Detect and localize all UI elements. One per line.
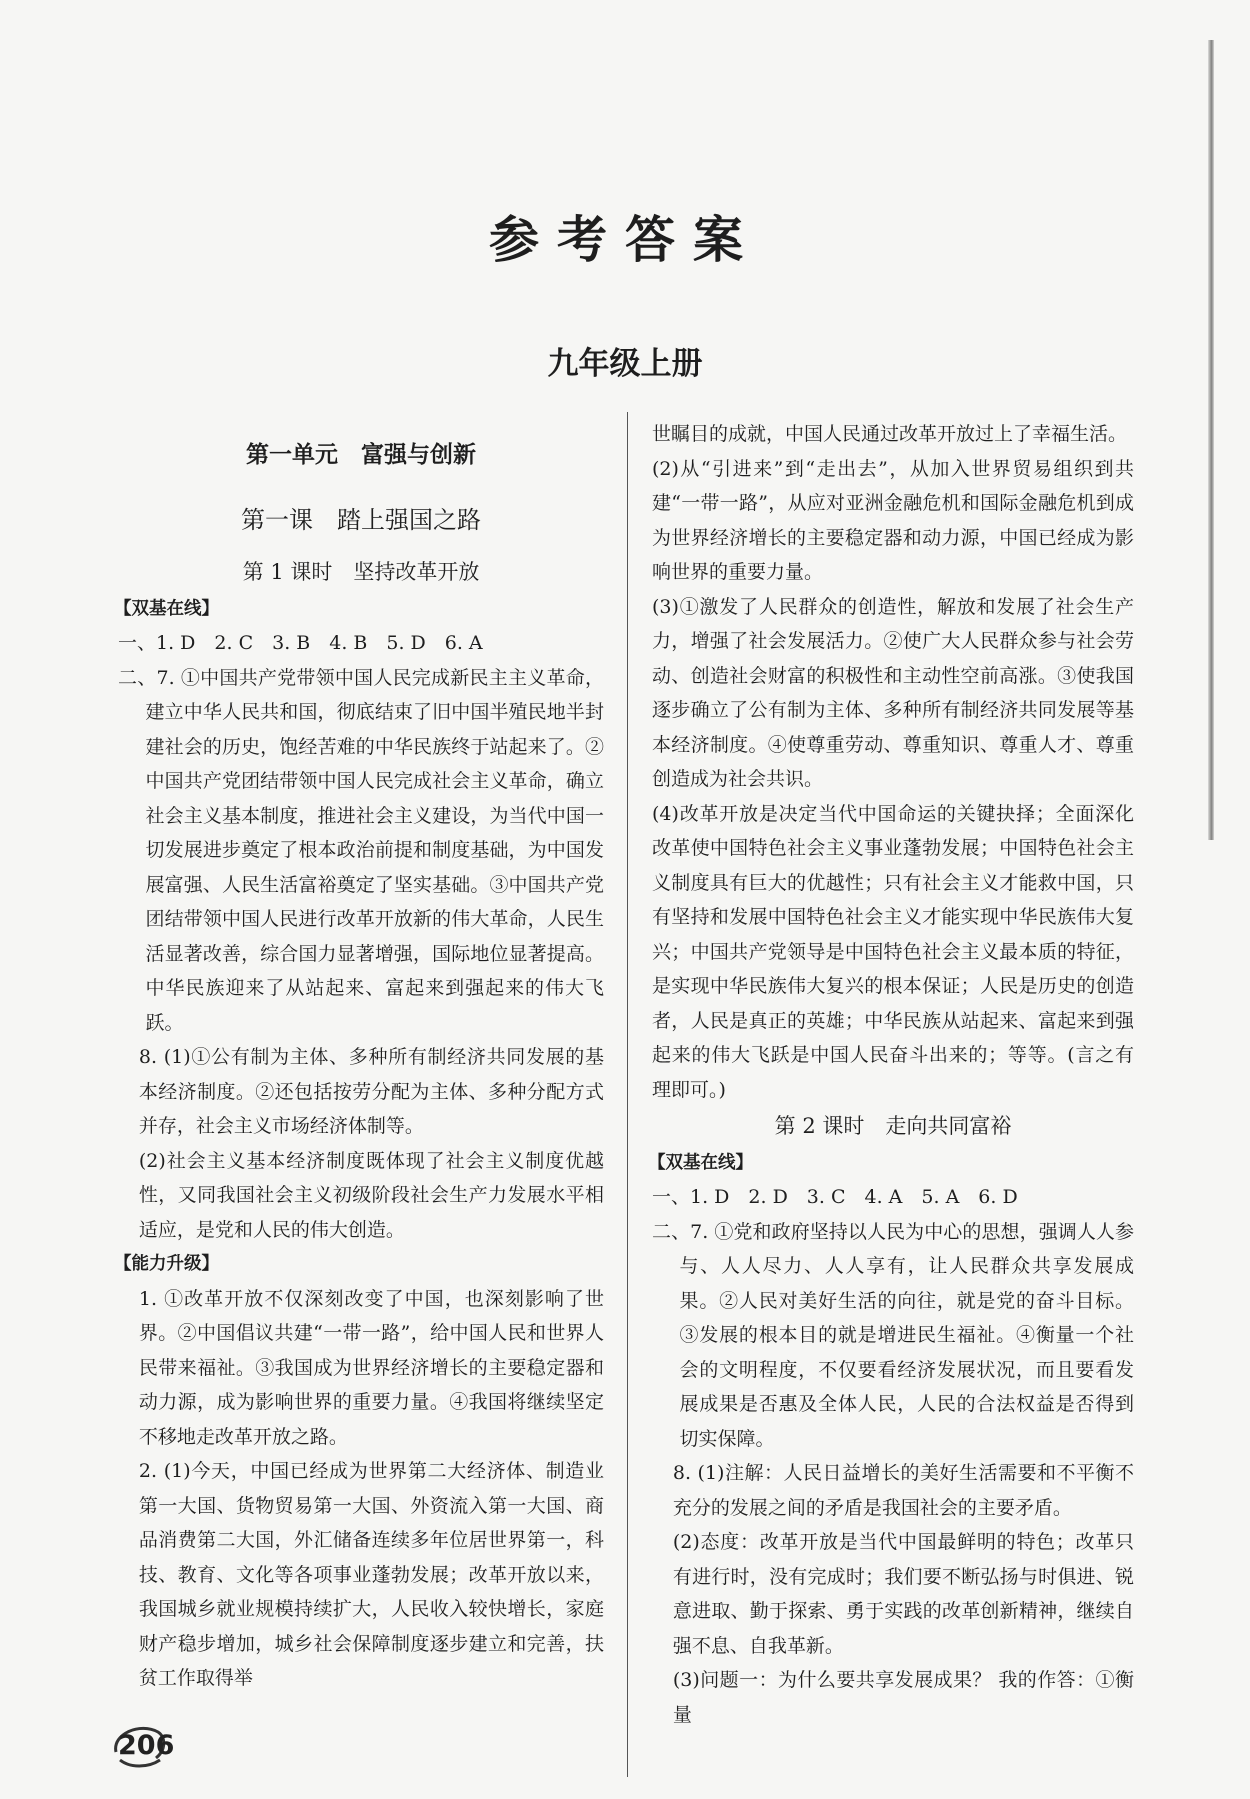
- answer-q8-1-2: 8. (1)注解：人民日益增长的美好生活需要和不平衡不充分的发展之间的矛盾是我国社会的主要矛盾。: [672, 1462, 1134, 1519]
- page-title: 参考答案: [489, 210, 761, 269]
- section-heading-basics: 【双基在线】: [114, 598, 219, 619]
- section-heading-ability: 【能力升级】: [114, 1254, 219, 1274]
- answer-ability-2-2: (2)从“引进来”到“走出去”，从加入世界贸易组织到共建“一带一路”，从应对亚洲金融危机和国际金融危机到成为世界经济增长的主要稳定器和动力源，中国已经成为影响世界的重要力量。: [652, 457, 1134, 583]
- left-column: [114, 412, 604, 1696]
- answer-q8-2: (2)社会主义基本经济制度既体现了社会主义制度优越性，又同我国社会主义初级阶段社会生产力发展水平相适应，是党和人民的伟大创造。: [138, 1149, 604, 1241]
- grade-title: 九年级上册: [547, 346, 703, 382]
- unit-heading: 第一单元 富强与创新: [246, 441, 476, 468]
- page-number-badge: [110, 1720, 175, 1770]
- answer-ability-2-4: (4)改革开放是决定当代中国命运的关键抉择；全面深化改革使中国特色社会主义事业蓬勃发展；中国特色社会主义制度具有巨大的优越性；只有社会主义才能救中国，只有坚持和发展中国特色社会主义才能实现中华民族伟大复兴；中国共产党领导是中国特色社会主义最本质的特征，是实现中华民族伟大复兴的根本保证；人民是历史的创造者，人民是真正的英雄；中华民族从站起来、富起来到强起来的伟大飞跃是中国人民奋斗出来的；等等。(言之有理即可。): [652, 802, 1134, 1101]
- page-number: 206: [118, 1730, 175, 1761]
- answer-q7: 二、7. ①中国共产党带领中国人民完成新民主主义革命，建立中华人民共和国，彻底结束了旧中国半殖民地半封建社会的历史，饱经苦难的中华民族终于站起来了。②中国共产党团结带领中国人民完成社会主义革命，确立社会主义基本制度，推进社会主义建设，为当代中国一切发展进步奠定了根本政治前提和制度基础，为中国发展富强、人民生活富裕奠定了坚实基础。③中国共产党团结带领中国人民进行改革开放新的伟大革命，人民生活显著改善，综合国力显著增强，国际地位显著提高。中华民族迎来了从站起来、富起来到强起来的伟大飞跃。: [118, 666, 604, 1034]
- answer-q8-2-2: (2)态度：改革开放是当代中国最鲜明的特色；改革只有进行时，没有完成时；我们要不断弘扬与时俱进、锐意进取、勤于探索、勇于实践的改革创新精神，继续自强不息、自我革新。: [672, 1531, 1134, 1657]
- period-heading-2: 第 2 课时 走向共同富裕: [774, 1114, 1012, 1138]
- answer-ability-1: 1. ①改革开放不仅深刻改变了中国，也深刻影响了世界。②中国倡议共建“一带一路”，给中国人民和世界人民带来福祉。③我国成为世界经济增长的主要稳定器和动力源，成为影响世界的重要力量。④我国将继续坚定不移地走改革开放之路。: [138, 1287, 604, 1448]
- answer-q8-1: 8. (1)①公有制为主体、多种所有制经济共同发展的基本经济制度。②还包括按劳分配为主体、多种分配方式并存，社会主义市场经济体制等。: [138, 1046, 604, 1137]
- column-divider: [627, 412, 628, 1777]
- answer-q7-2: 二、7. ①党和政府坚持以人民为中心的思想，强调人人参与、人人尽力、人人享有，让人民群众共享发展成果。②人民对美好生活的向往，就是党的奋斗目标。③发展的根本目的就是增进民生福祉。④衡量一个社会的文明程度，不仅要看经济发展状况，而且要看发展成果是否惠及全体人民，人民的合法权益是否得到切实保障。: [652, 1220, 1134, 1450]
- answer-ability-2: 2. (1)今天，中国已经成为世界第二大经济体、制造业第一大国、货物贸易第一大国、外资流入第一大国、商品消费第二大国，外汇储备连续多年位居世界第一，科技、教育、文化等各项事业蓬勃发展；改革开放以来，我国城乡就业规模持续扩大，人民收入较快增长，家庭财产稳步增加，城乡社会保障制度逐步建立和完善，扶贫工作取得举: [138, 1460, 604, 1689]
- section-heading-basics-2: 【双基在线】: [648, 1152, 753, 1173]
- page-edge-shadow: [1208, 40, 1214, 840]
- answer-choice-line-2: 一、1. D 2. D 3. C 4. A 5. A 6. D: [652, 1186, 1018, 1208]
- answer-choice-line: 一、1. D 2. C 3. B 4. B 5. D 6. A: [118, 632, 483, 654]
- answer-q8-3-2: (3)问题一：为什么要共享发展成果？ 我的作答：①衡量: [672, 1669, 1134, 1726]
- right-column: [648, 417, 1134, 1732]
- lesson-heading: 第一课 踏上强国之路: [241, 505, 481, 534]
- answer-ability-2-3: (3)①激发了人民群众的创造性，解放和发展了社会生产力，增强了社会发展活力。②使广大人民群众参与社会劳动、创造社会财富的积极性和主动性空前高涨。③使我国逐步确立了公有制为主体、多种所有制经济共同发展等基本经济制度。④使尊重劳动、尊重知识、尊重人才、尊重创造成为社会共识。: [652, 595, 1134, 790]
- answer-continuation: 世瞩目的成就，中国人民通过改革开放过上了幸福生活。: [652, 423, 1128, 445]
- period-heading: 第 1 课时 坚持改革开放: [242, 560, 480, 584]
